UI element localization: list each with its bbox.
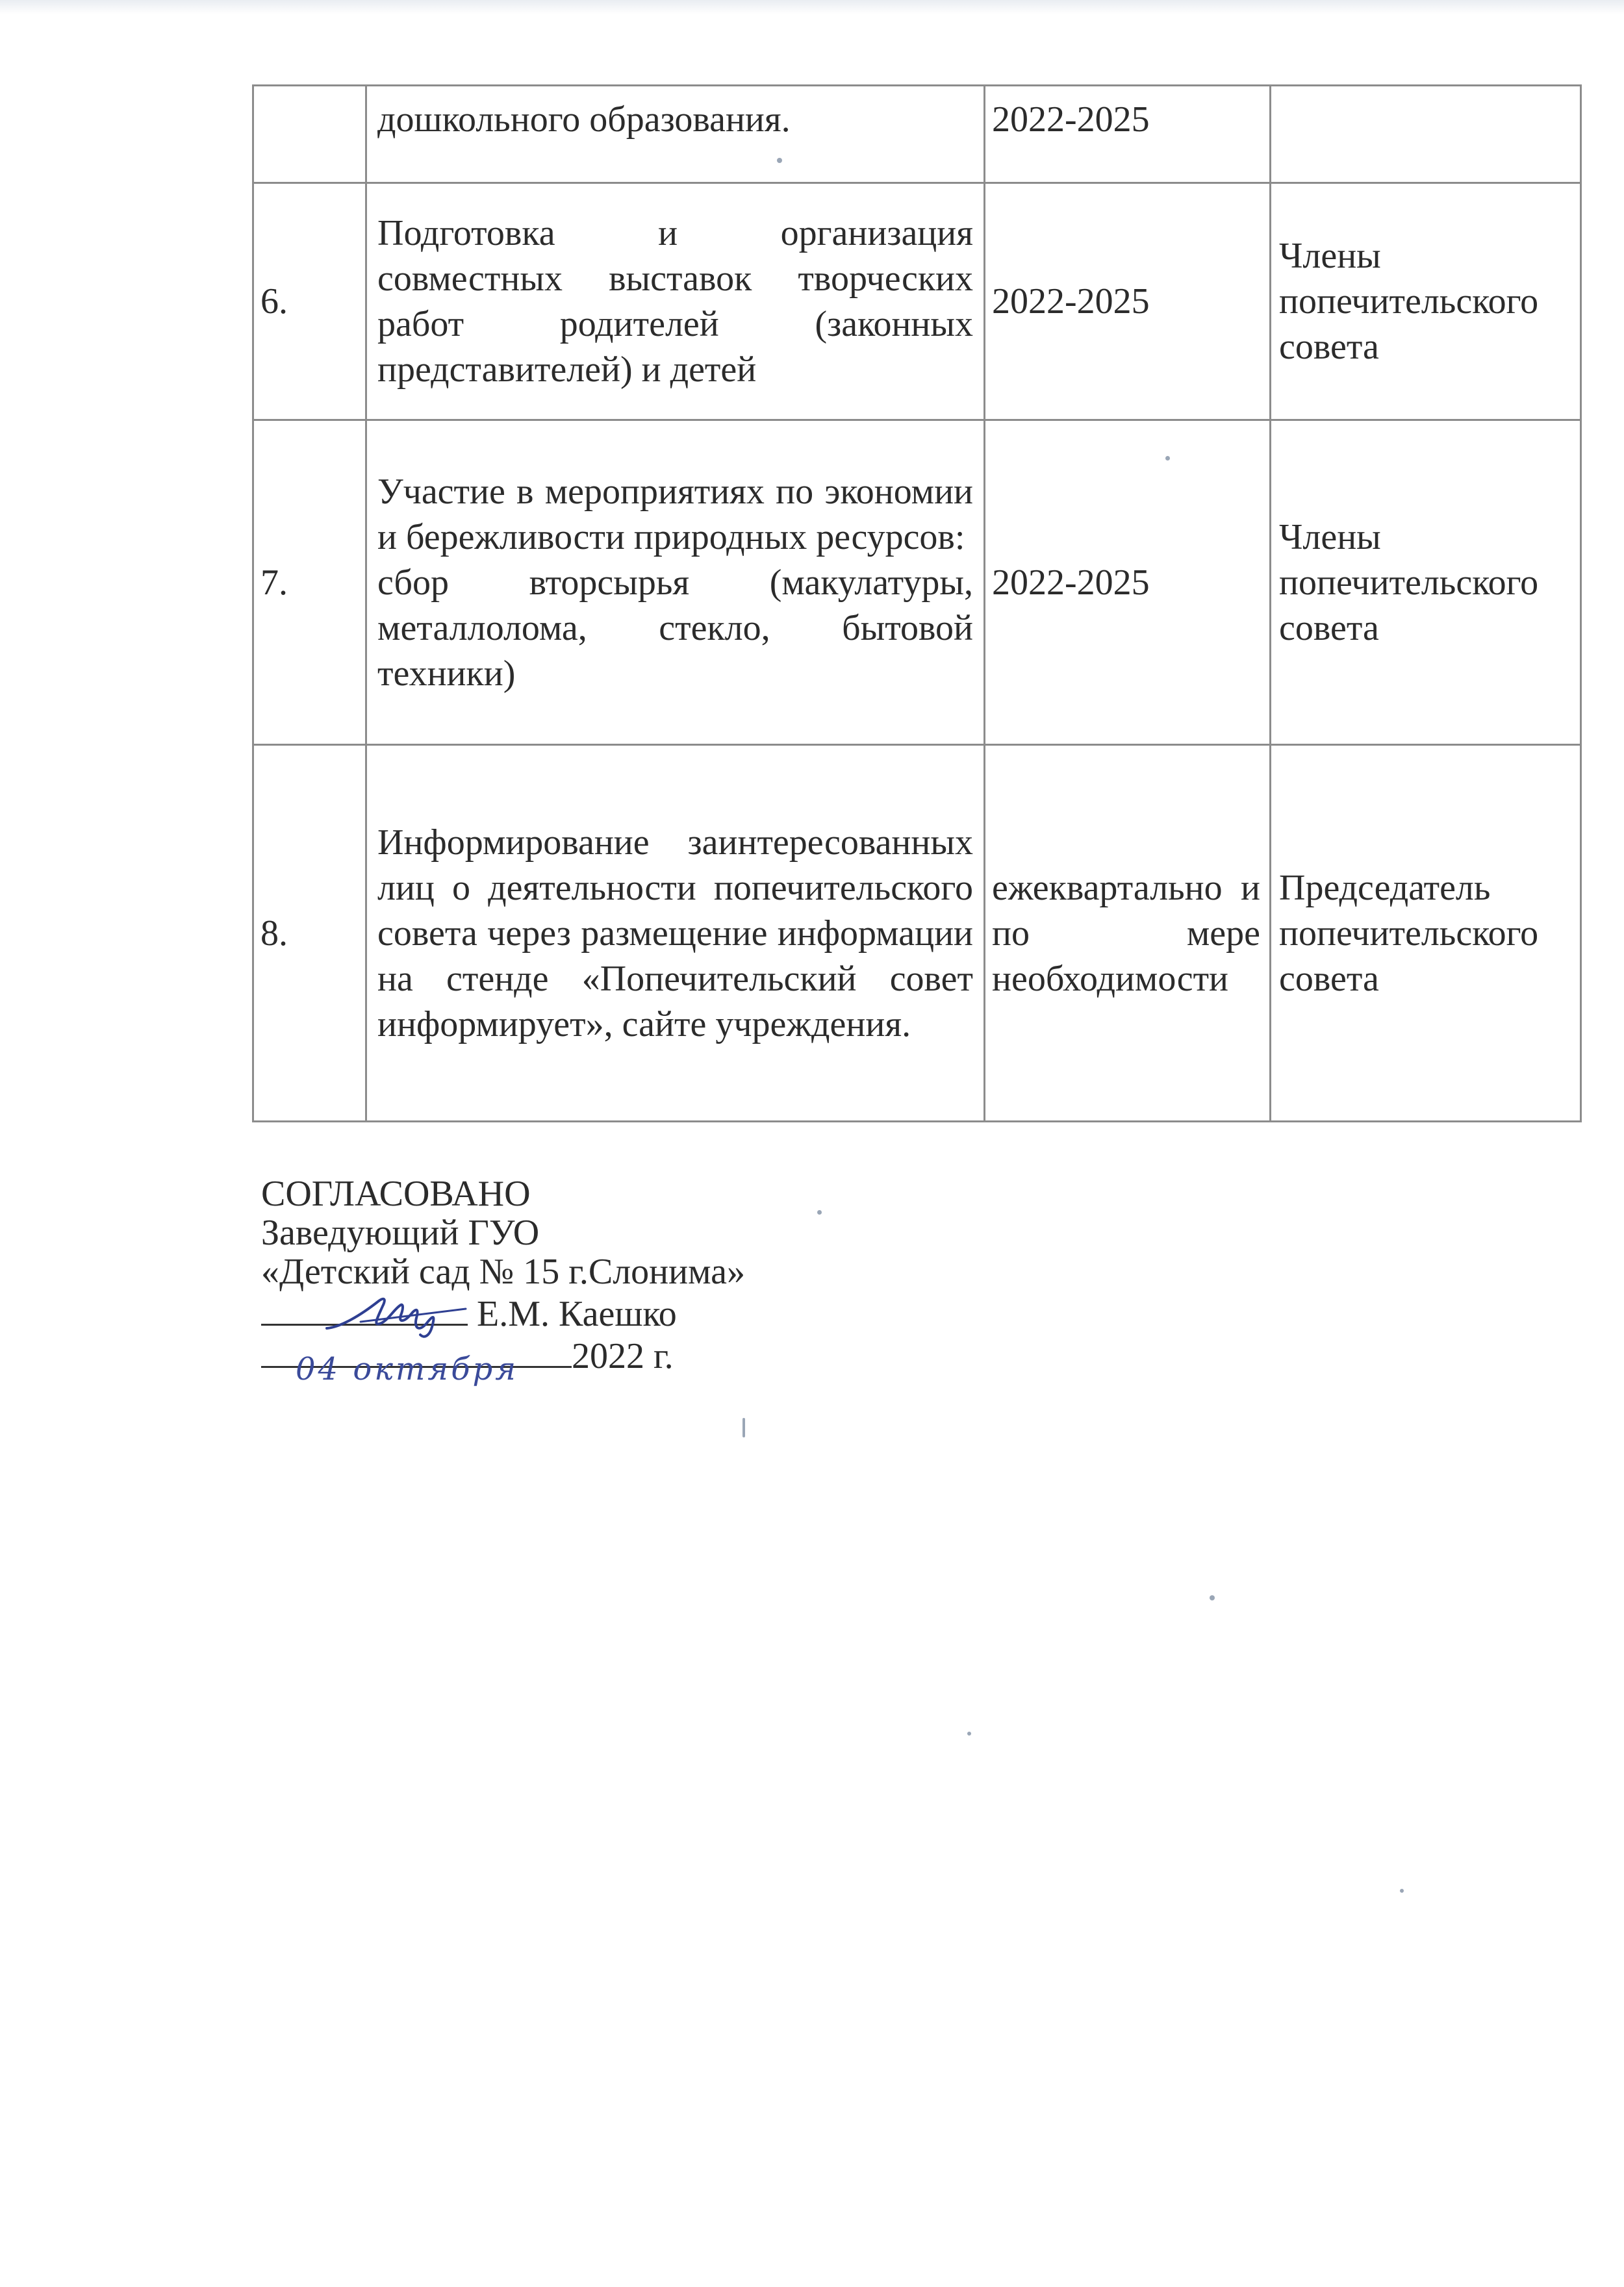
handwritten-signature [322,1289,471,1341]
date-year: 2022 г. [572,1336,674,1376]
table-row [253,420,1581,745]
scan-speck [1400,1889,1404,1893]
approval-position: Заведующий ГУО [261,1213,540,1253]
scan-speck [967,1732,971,1736]
responsible-cell [1271,86,1581,183]
table-row [253,86,1581,183]
scan-speck [1210,1595,1215,1600]
scan-speck [1165,456,1170,461]
activity-cell: Подготовка и организация совместных выставок творческих работ родителей (законных представителей) и детей [366,183,985,420]
approval-heading: СОГЛАСОВАНО [261,1174,531,1214]
approval-institution: «Детский сад № 15 г.Слонима» [261,1252,746,1292]
row-number: 8. [253,745,366,1122]
row-number: 6. [253,183,366,420]
activity-line: Участие в мероприятиях по экономии и бережливости природных ресурсов: [377,471,973,557]
approval-block [261,1174,745,1376]
handwritten-date: 04 октября [296,1351,518,1387]
activity-line: сбор вторсырья (макулатуры, металлолома, стекло, бытовой техники) [377,562,973,694]
row-number: 7. [253,420,366,745]
scan-edge [0,0,1624,14]
scan-speck [777,158,782,163]
responsible-cell: Члены попечительского совета [1271,183,1581,420]
row-number [253,86,366,183]
table-row [253,183,1581,420]
activity-plan-table [252,84,1582,1122]
activity-cell: Информирование заинтересованных лиц о деятельности попечительского совета через размещение информации на стенде «Попечительский совет информирует», сайте учреждения. [366,745,985,1122]
activity-cell [366,420,985,745]
term-cell: 2022-2025 [985,86,1271,183]
scan-speck [817,1210,822,1215]
signatory-name: Е.М. Каешко [477,1294,677,1334]
responsible-cell: Члены попечительского совета [1271,420,1581,745]
responsible-cell: Председатель попечительского совета [1271,745,1581,1122]
term-cell: ежеквартально и по мере необходимости [985,745,1271,1122]
term-cell: 2022-2025 [985,420,1271,745]
term-cell: 2022-2025 [985,183,1271,420]
scan-speck [742,1418,745,1437]
activity-cell: дошкольного образования. [366,86,985,183]
table-row [253,745,1581,1122]
